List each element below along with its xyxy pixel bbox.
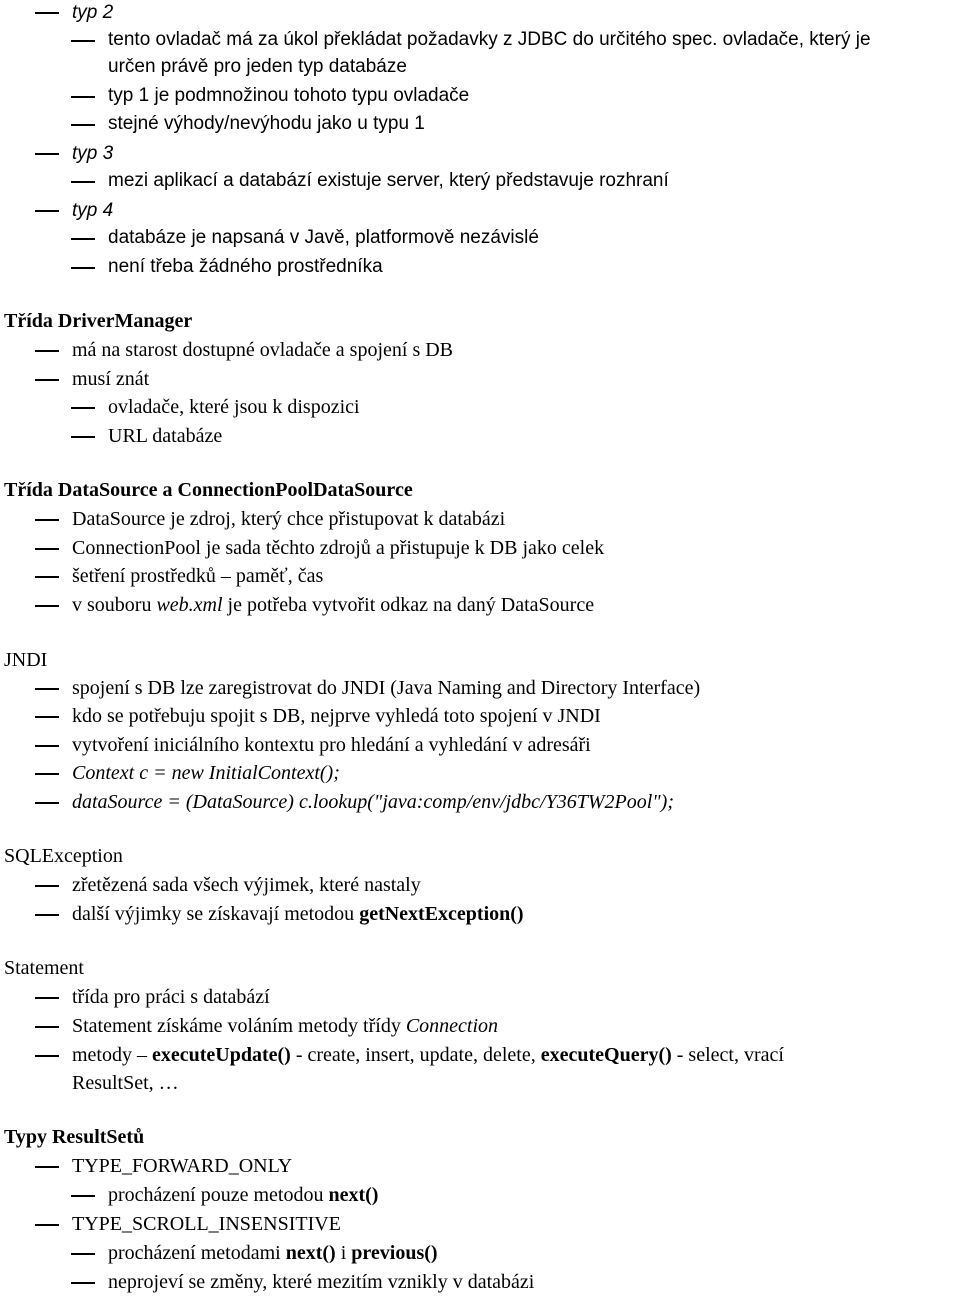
list-item xyxy=(72,1013,498,1039)
item-text-pre: metody – xyxy=(72,1044,152,1066)
item-text: typ 2 xyxy=(72,2,114,23)
list-item xyxy=(72,535,604,561)
list-item-typ4 xyxy=(72,197,113,224)
bullet-dash xyxy=(35,802,59,804)
list-item xyxy=(108,225,539,251)
bullet-dash xyxy=(35,1026,59,1028)
bullet-dash xyxy=(71,1195,95,1197)
item-text: TYPE_SCROLL_INSENSITIVE xyxy=(72,1213,341,1235)
list-item xyxy=(72,732,591,758)
item-text: má na starost dostupné ovladače a spojení s DB xyxy=(72,339,454,361)
list-item xyxy=(108,1269,534,1295)
item-text-code: Context c = new InitialContext(); xyxy=(72,762,340,784)
item-text-pre: další výjimky se získavají metodou xyxy=(72,903,360,925)
item-text-filename: web.xml xyxy=(156,594,223,616)
section-heading-resultset: Typy ResultSetů xyxy=(4,1126,145,1148)
list-item xyxy=(72,1211,341,1237)
list-item xyxy=(72,337,453,363)
section-heading-datasource: Třída DataSource a ConnectionPoolDataSource xyxy=(4,479,413,501)
item-text: URL databáze xyxy=(108,425,223,447)
bullet-dash xyxy=(35,519,59,521)
list-item xyxy=(72,984,270,1010)
bullet-dash xyxy=(35,745,59,747)
item-text: vytvoření iniciálního kontextu pro hledání a vyhledání v adresáři xyxy=(72,734,591,756)
bullet-dash xyxy=(35,1166,59,1168)
bullet-dash xyxy=(71,96,95,98)
list-item xyxy=(72,901,524,927)
list-item xyxy=(72,366,149,392)
item-text-method: executeUpdate() xyxy=(152,1044,291,1066)
item-text-method: next() xyxy=(328,1184,379,1206)
bullet-dash xyxy=(35,210,59,212)
item-text: není třeba žádného prostředníka xyxy=(108,256,383,277)
list-item xyxy=(108,1182,378,1208)
item-text-class: Connection xyxy=(405,1015,499,1037)
item-text: kdo se potřebuju spojit s DB, nejprve vyhledá toto spojení v JNDI xyxy=(72,705,601,727)
item-text: stejné výhody/nevýhodu jako u typu 1 xyxy=(108,113,425,134)
section-heading-drivermanager: Třída DriverManager xyxy=(4,310,193,332)
item-text: typ 3 xyxy=(72,143,114,164)
item-text: TYPE_FORWARD_ONLY xyxy=(72,1155,293,1177)
item-text-method: getNextException() xyxy=(359,903,524,925)
item-text-code: dataSource = (DataSource) c.lookup("java:comp/env/jdbc/Y36TW2Pool"); xyxy=(72,791,675,813)
list-item xyxy=(72,592,594,618)
item-text-continuation: ResultSet, … xyxy=(72,1072,179,1094)
bullet-dash xyxy=(35,576,59,578)
list-item xyxy=(72,563,323,589)
bullet-dash xyxy=(35,379,59,381)
bullet-dash xyxy=(35,716,59,718)
bullet-dash xyxy=(71,238,95,240)
item-text: musí znát xyxy=(72,368,150,390)
item-text: neprojeví se změny, které mezitím vznikly v databázi xyxy=(108,1271,535,1293)
list-item xyxy=(72,675,700,701)
item-text-pre: Statement získáme voláním metody třídy xyxy=(72,1015,406,1037)
list-item xyxy=(108,394,360,420)
item-text-method: next() xyxy=(285,1242,336,1264)
bullet-dash xyxy=(35,153,59,155)
bullet-dash xyxy=(35,914,59,916)
section-heading-statement: Statement xyxy=(4,957,84,979)
list-item xyxy=(72,872,421,898)
bullet-dash xyxy=(35,885,59,887)
bullet-dash xyxy=(35,997,59,999)
item-text: mezi aplikací a databází existuje server, který představuje rozhraní xyxy=(108,170,669,191)
item-text: šetření prostředků – paměť, čas xyxy=(72,565,324,587)
list-item xyxy=(108,111,425,137)
bullet-dash xyxy=(35,1055,59,1057)
list-item-typ2 xyxy=(72,0,113,26)
item-text-pre: v souboru xyxy=(72,594,157,616)
item-text-pre: procházení metodami xyxy=(108,1242,286,1264)
bullet-dash xyxy=(71,407,95,409)
item-text: DataSource je zdroj, který chce přistupovat k databázi xyxy=(72,508,506,530)
list-item xyxy=(108,83,469,109)
item-text-post: je potřeba vytvořit odkaz na daný DataSource xyxy=(222,594,595,616)
item-text-pre: procházení pouze metodou xyxy=(108,1184,329,1206)
item-text-mid: - create, insert, update, delete, xyxy=(290,1044,541,1066)
bullet-dash xyxy=(35,548,59,550)
section-heading-sqlexception: SQLException xyxy=(4,845,123,867)
item-text-method: executeQuery() xyxy=(540,1044,672,1066)
item-text: typ 4 xyxy=(72,200,114,221)
list-item xyxy=(72,703,601,729)
list-item xyxy=(108,168,669,194)
item-text: typ 1 je podmnožinou tohoto typu ovladače xyxy=(108,85,470,106)
bullet-dash xyxy=(71,40,95,42)
bullet-dash xyxy=(71,267,95,269)
item-text: ovladače, které jsou k dispozici xyxy=(108,396,360,418)
list-item xyxy=(108,254,383,280)
bullet-dash xyxy=(71,124,95,126)
bullet-dash xyxy=(35,688,59,690)
bullet-dash xyxy=(35,605,59,607)
item-text-method: previous() xyxy=(351,1242,438,1264)
bullet-dash xyxy=(71,1282,95,1284)
list-item xyxy=(108,27,871,53)
item-text-post: - select, vrací xyxy=(671,1044,784,1066)
list-item xyxy=(108,423,222,449)
list-item xyxy=(72,789,674,815)
item-text-mid: i xyxy=(335,1242,352,1264)
item-text: ConnectionPool je sada těchto zdrojů a přistupuje k DB jako celek xyxy=(72,537,605,559)
list-item xyxy=(72,1153,292,1179)
bullet-dash xyxy=(35,1224,59,1226)
bullet-dash xyxy=(71,181,95,183)
bullet-dash xyxy=(35,12,59,14)
bullet-dash xyxy=(71,436,95,438)
item-text: třída pro práci s databází xyxy=(72,986,270,1008)
list-item xyxy=(72,760,340,786)
list-item xyxy=(108,1240,438,1266)
item-text-continuation: určen právě pro jeden typ databáze xyxy=(108,56,407,77)
section-heading-jndi: JNDI xyxy=(4,649,48,671)
bullet-dash xyxy=(71,1253,95,1255)
bullet-dash xyxy=(35,773,59,775)
list-item xyxy=(72,1042,784,1068)
bullet-dash xyxy=(35,350,59,352)
item-text: tento ovladač má za úkol překládat požadavky z JDBC do určitého spec. ovladače, který je xyxy=(108,29,871,50)
item-text: databáze je napsaná v Javě, platformově nezávislé xyxy=(108,227,539,248)
item-text: zřetězená sada všech výjimek, které nastaly xyxy=(72,874,421,896)
list-item xyxy=(72,506,505,532)
list-item-typ3 xyxy=(72,140,113,167)
item-text: spojení s DB lze zaregistrovat do JNDI (Java Naming and Directory Interface) xyxy=(72,677,701,699)
